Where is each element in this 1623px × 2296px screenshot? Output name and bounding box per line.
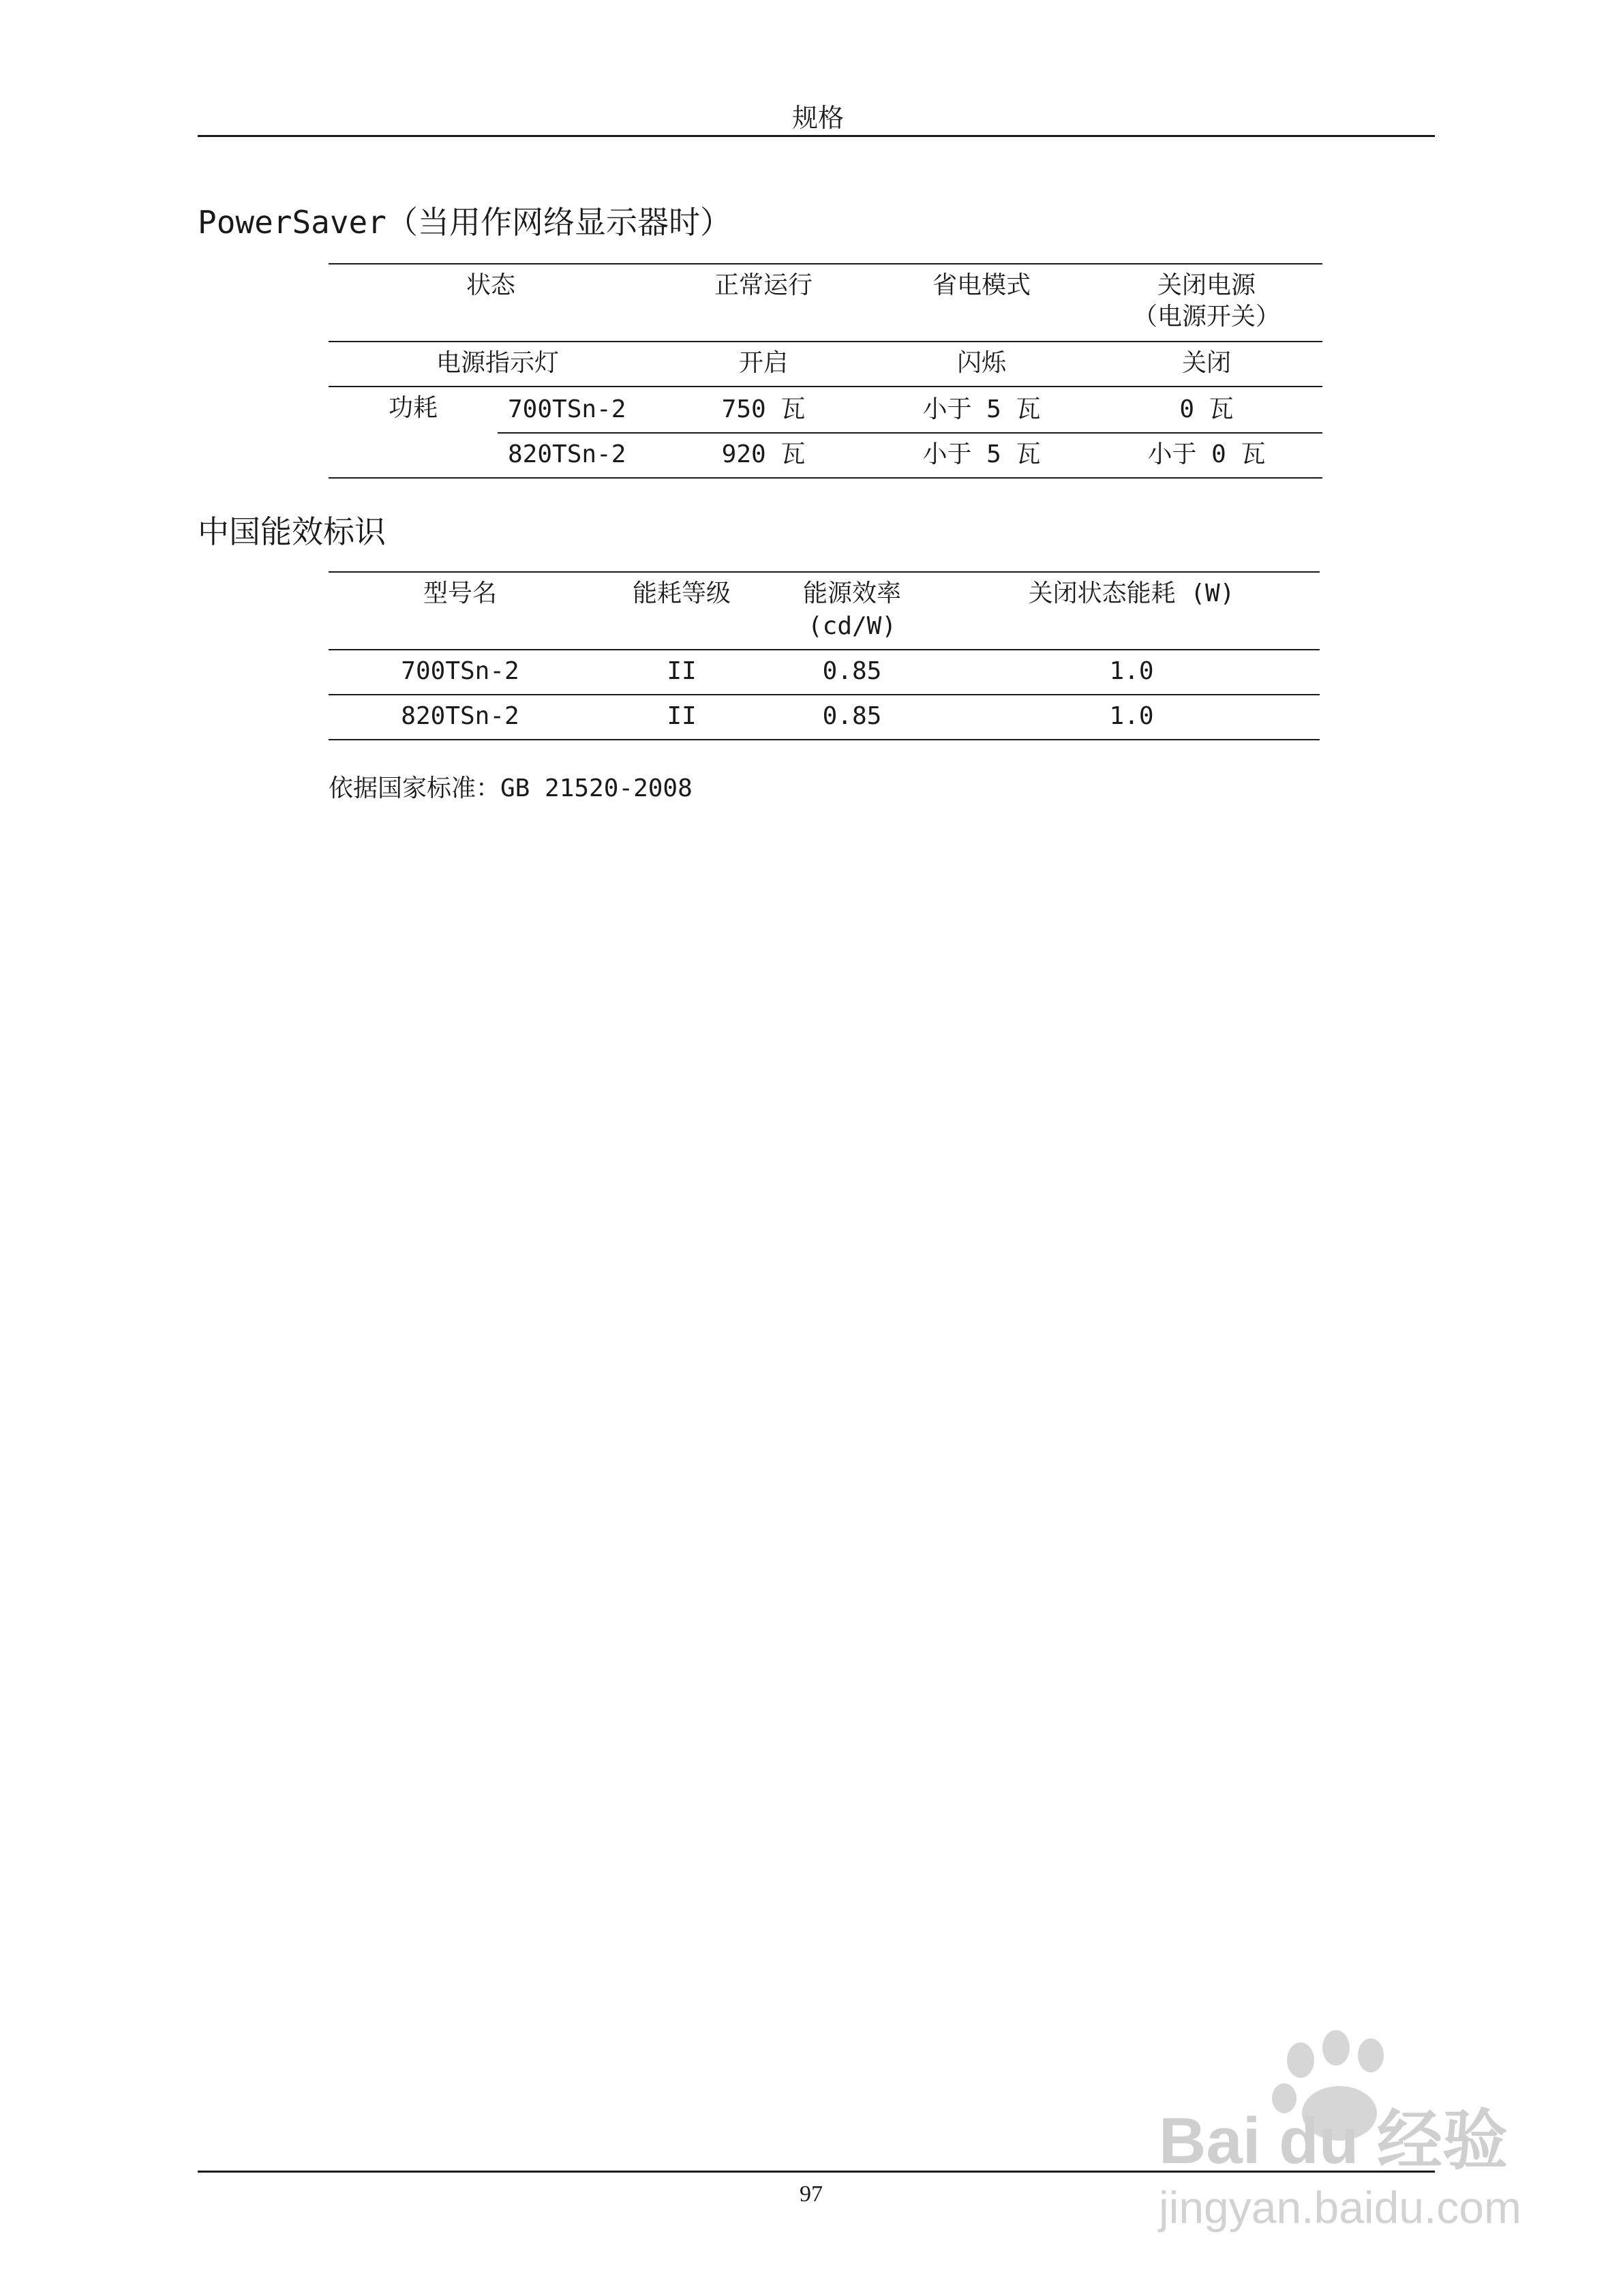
section-title-energy-label: 中国能效标识: [198, 513, 386, 550]
table-row-normal: 920 瓦: [721, 440, 806, 468]
table-row-grade: II: [667, 702, 697, 730]
page-number: 97: [800, 2181, 823, 2207]
watermark-url: jingyan.baidu.com: [1159, 2182, 1521, 2233]
row-indicator-normal: 开启: [738, 349, 788, 377]
col-header-model: 型号名: [423, 579, 497, 607]
col-header-off-sub: （电源开关）: [1132, 303, 1280, 331]
header-title: 规格: [791, 103, 844, 133]
section-title-powersaver: PowerSaver（当用作网络显示器时）: [198, 204, 731, 241]
standard-footnote: 依据国家标准：GB 21520-2008: [329, 774, 693, 802]
table-row-model: 700TSn-2: [401, 657, 519, 685]
col-header-off-power: 关闭状态能耗 (W): [1028, 579, 1235, 607]
row-indicator-label: 电源指示灯: [436, 349, 559, 377]
table-row-off-power: 1.0: [1109, 702, 1154, 730]
table-row-saving: 小于 5 瓦: [922, 395, 1041, 423]
table-row-model: 820TSn-2: [401, 702, 519, 730]
table-row-efficiency: 0.85: [822, 702, 882, 730]
table-row-saving: 小于 5 瓦: [922, 440, 1041, 468]
table-rule: [498, 432, 1322, 434]
row-power-label: 功耗: [389, 394, 438, 422]
table-rule: [329, 694, 1320, 695]
table-rule: [329, 739, 1320, 740]
table-row-model: 820TSn-2: [508, 440, 626, 468]
table-row-off: 小于 0 瓦: [1147, 440, 1266, 468]
table-row-model: 700TSn-2: [508, 395, 626, 423]
table-row-grade: II: [667, 657, 697, 685]
table-rule: [329, 571, 1320, 573]
col-header-grade: 能耗等级: [632, 579, 731, 607]
col-header-off: 关闭电源: [1157, 271, 1256, 299]
header-rule: [198, 135, 1435, 137]
row-indicator-saving: 闪烁: [956, 349, 1006, 377]
col-header-saving: 省电模式: [932, 271, 1031, 299]
table-row-off-power: 1.0: [1109, 657, 1154, 685]
table-rule: [329, 341, 1322, 342]
watermark-brand: Bai du 经验: [1159, 2104, 1508, 2177]
col-header-normal: 正常运行: [714, 271, 813, 299]
col-header-efficiency-unit: (cd/W): [807, 612, 897, 640]
table-rule: [329, 386, 1322, 387]
table-rule: [329, 649, 1320, 650]
col-header-state: 状态: [466, 271, 515, 299]
table-rule: [329, 477, 1322, 479]
row-indicator-off: 关闭: [1181, 349, 1231, 377]
table-row-off: 0 瓦: [1179, 395, 1234, 423]
table-rule: [329, 263, 1322, 265]
table-row-normal: 750 瓦: [721, 395, 806, 423]
table-row-efficiency: 0.85: [822, 657, 882, 685]
col-header-efficiency: 能源效率: [802, 579, 901, 607]
